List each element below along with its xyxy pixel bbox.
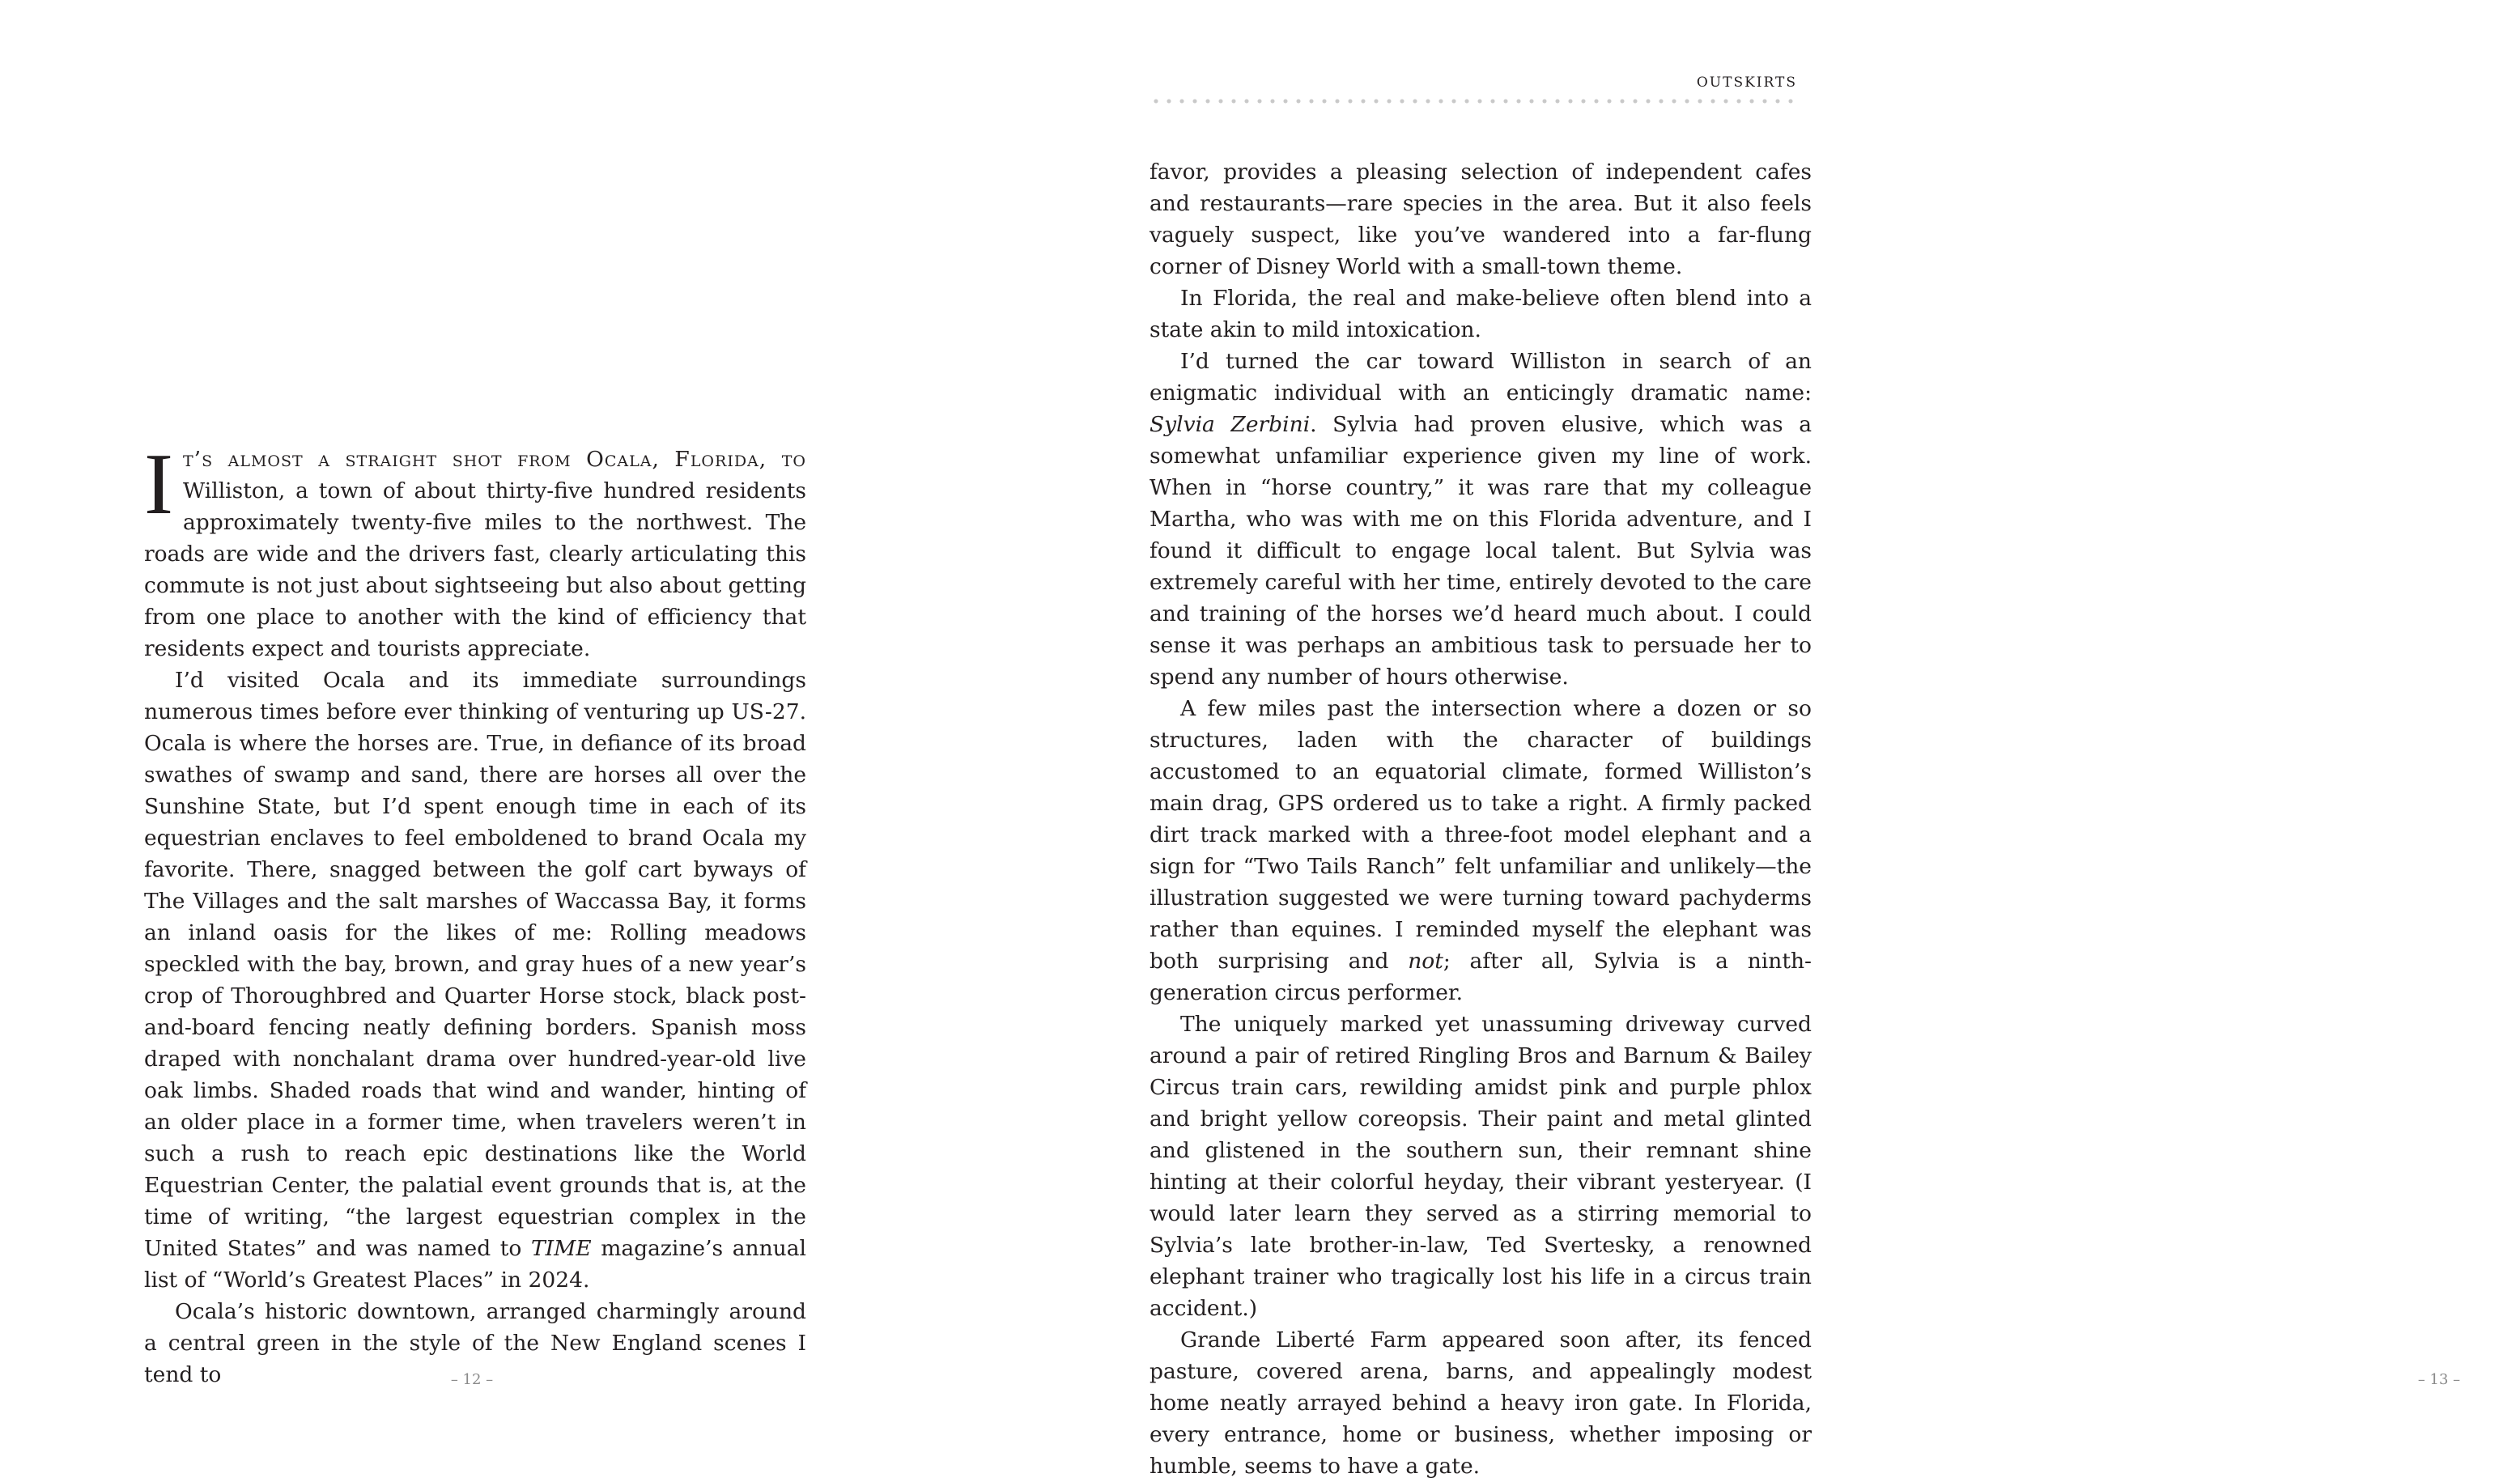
- person-name-italic: Sylvia Zerbini: [1150, 412, 1311, 437]
- paragraph-text: A few miles past the intersection where a dozen or so structures, laden with the character of buildings accustomed to an equatorial climate, formed Williston’s main drag, GPS ordered us to take a right. A firmly packed dirt track marked with a three-foot model elephant and a sign for “Two Tails Ranch” felt unfamiliar and unlikely—the illustration suggested we were turning toward pachyderms rather than equines. I reminded myself the elephant was both surprising and: [1150, 696, 1812, 974]
- paragraph-text: favor, provides a pleasing selection of independent cafes and restaurants—rare species in the area. But it also feels vaguely suspect, like you’ve wandered into a far-flung corner of Disney World with a small-town theme.: [1150, 159, 1812, 279]
- lead-in-smallcaps: t’s almost a straight shot from Ocala, Florida, to: [182, 447, 806, 472]
- drop-cap: I: [144, 436, 173, 533]
- paragraph-text: Williston, a town of about thirty-five hundred residents approximately twenty-five miles to the northwest. The roads are wide and the drivers fast, clearly articulating this commute is not just about sightseeing but also about getting from one place to another with the kind of efficiency that residents expect and tourists appreciate.: [144, 478, 806, 661]
- paragraph-text: I’d turned the car toward Williston in search of an enigmatic individual with an enticingly dramatic name:: [1150, 349, 1812, 406]
- paragraph-text: Ocala’s historic downtown, arranged charmingly around a central green in the style of the New England scenes I tend to: [144, 1299, 806, 1387]
- page-number: – 12 –: [450, 1371, 494, 1388]
- emphasis-word: not: [1408, 949, 1443, 974]
- paragraph-text: magazine’s annual list of “World’s Greatest Places” in 2024.: [144, 1236, 806, 1293]
- right-page-body: [1150, 156, 1812, 1482]
- paragraph: [1150, 1009, 1812, 1324]
- left-page: [0, 0, 971, 1457]
- paragraph-text: . Sylvia had proven elusive, which was a somewhat unfamiliar experience given my line of work. When in “horse country,” it was rare that my colleague Martha, who was with me on this Florida adventure, and I found it difficult to engage local talent. But Sylvia was extremely careful with her time, entirely devoted to the care and training of the horses we’d heard much about. I could sense it was perhaps an ambitious task to persuade her to spend any number of hours otherwise.: [1150, 412, 1812, 690]
- paragraph-text: In Florida, the real and make-believe often blend into a state akin to mild intoxication.: [1150, 286, 1812, 342]
- left-page-body: [144, 436, 806, 1391]
- paragraph-text: ; after all, Sylvia is a ninth-generation circus performer.: [1150, 949, 1812, 1005]
- paragraph: [1150, 693, 1812, 1009]
- right-page: [971, 0, 2461, 1479]
- paragraph-text: Grande Liberté Farm appeared soon after, its fenced pasture, covered arena, barns, and appealingly modest home neatly arrayed behind a heavy iron gate. In Florida, every entrance, home or business, whether imposing or humble, seems to have a gate.: [1150, 1327, 1812, 1479]
- paragraph: [144, 665, 806, 1296]
- paragraph-text: I’d visited Ocala and its immediate surroundings numerous times before ever thinking of venturing up US-27. Ocala is where the horses are. True, in defiance of its broad swathes of swamp and sand, there are horses all over the Sunshine State, but I’d spent enough time in each of its equestrian enclaves to feel emboldened to brand Ocala my favorite. There, snagged between the golf cart byways of The Villages and the salt marshes of Waccassa Bay, it forms an inland oasis for the likes of me: Rolling meadows speckled with the bay, brown, and gray hues of a new year’s crop of Thoroughbred and Quarter Horse stock, black post-and-board fencing neatly defining borders. Spanish moss draped with nonchalant drama over hundred-year-old live oak limbs. Shaded roads that wind and wander, hinting of an older place in a former time, when travelers weren’t in such a rush to reach epic destinations like the World Equestrian Center, the palatial event grounds that is, at the time of writing, “the largest equestrian complex in the United States” and was named to: [144, 668, 806, 1261]
- paragraph: [1150, 346, 1812, 693]
- paragraph: [1150, 1324, 1812, 1482]
- running-head: OUTSKIRTS: [1696, 74, 1797, 91]
- paragraph-text: The uniquely marked yet unassuming driveway curved around a pair of retired Ringling Bros and Barnum & Bailey Circus train cars, rewilding amidst pink and purple phlox and bright yellow coreopsis. Their paint and metal glinted and glistened in the southern sun, their remnant shine hinting at their colorful heyday, their vibrant yesteryear. (I would later learn they served as a stirring memorial to Sylvia’s late brother-in-law, Ted Svertesky, a renowned elephant trainer who tragically lost his life in a circus train accident.): [1150, 1012, 1812, 1321]
- dotted-rule: [1150, 98, 1797, 104]
- page-number: – 13 –: [2417, 1371, 2461, 1388]
- magazine-title: TIME: [530, 1236, 592, 1261]
- paragraph: [1150, 156, 1812, 282]
- paragraph: [1150, 282, 1812, 346]
- paragraph: [144, 436, 806, 665]
